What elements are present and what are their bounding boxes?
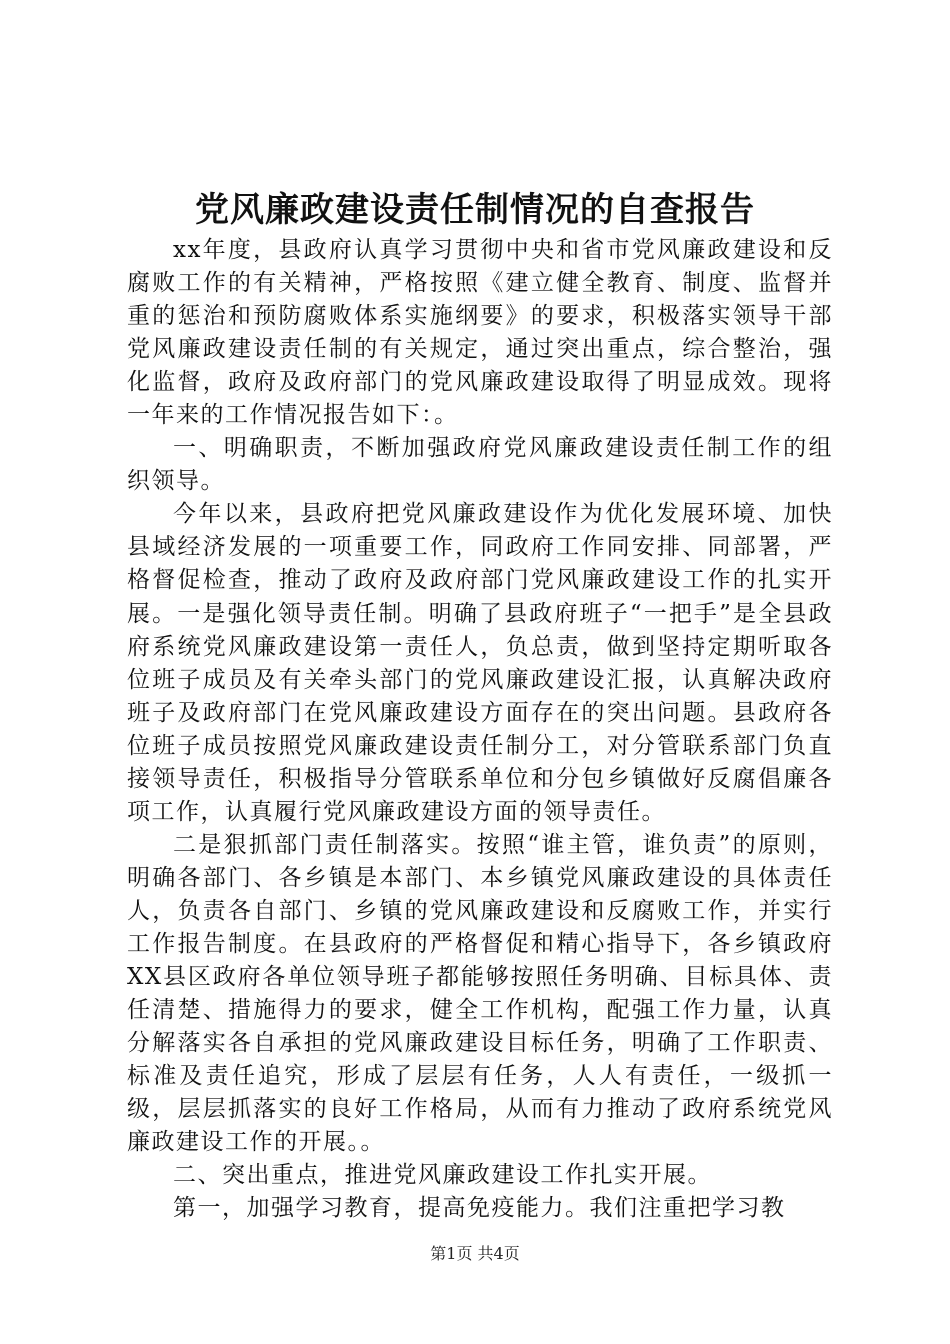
section-heading-1: 一、明确职责，不断加强政府党风廉政建设责任制工作的组织领导。 (127, 435, 833, 495)
paragraph-intro: xx年度，县政府认真学习贯彻中央和省市党风廉政建设和反腐败工作的有关精神，严格按照《建立健全教育、制度、监督并重的惩治和预防腐败体系实施纲要》的要求，积极落实领导干部党风廉政建设责任制的有关规定，通过突出重点，综合整治，强化监督，政府及政府部门的党风廉政建设取得了明显成效。现将一年来的工作情况报告如下：。 (127, 237, 833, 429)
page-number-footer: 第1页 共4页 (430, 1244, 520, 1263)
document-title: 党风廉政建设责任制情况的自查报告 (195, 190, 755, 230)
paragraph-department-responsibility: 二是狠抓部门责任制落实。按照“谁主管，谁负责”的原则，明确各部门、各乡镇是本部门、本乡镇党风廉政建设的具体责任人，负责各自部门、乡镇的党风廉政建设和反腐败工作，并实行工作报告制度。在县政府的严格督促和精心指导下，各乡镇政府XX县区政府各单位领导班子都能够按照任务明确、目标具体、责任清楚、措施得力的要求，健全工作机构，配强工作力量，认真分解落实各自承担的党风廉政建设目标任务，明确了工作职责、标准及责任追究，形成了层层有任务，人人有责任，一级抓一级，层层抓落实的良好工作格局，从而有力推动了政府系统党风廉政建设工作的开展。。 (127, 831, 833, 1156)
paragraph-first-point: 第一，加强学习教育，提高免疫能力。我们注重把学习教 (173, 1195, 786, 1222)
section-heading-2: 二、突出重点，推进党风廉政建设工作扎实开展。 (173, 1162, 712, 1189)
paragraph-leadership: 今年以来，县政府把党风廉政建设作为优化发展环境、加快县域经济发展的一项重要工作，同政府工作同安排、同部署，严格督促检查，推动了政府及政府部门党风廉政建设工作的扎实开展。一是强化领导责任制。明确了县政府班子“一把手”是全县政府系统党风廉政建设第一责任人，负总责，做到坚持定期听取各位班子成员及有关牵头部门的党风廉政建设汇报，认真解决政府班子及政府部门在党风廉政建设方面存在的突出问题。县政府各位班子成员按照党风廉政建设责任制分工，对分管联系部门负直接领导责任，积极指导分管联系单位和分包乡镇做好反腐倡廉各项工作，认真履行党风廉政建设方面的领导责任。 (127, 501, 833, 825)
document-body (127, 234, 833, 1225)
